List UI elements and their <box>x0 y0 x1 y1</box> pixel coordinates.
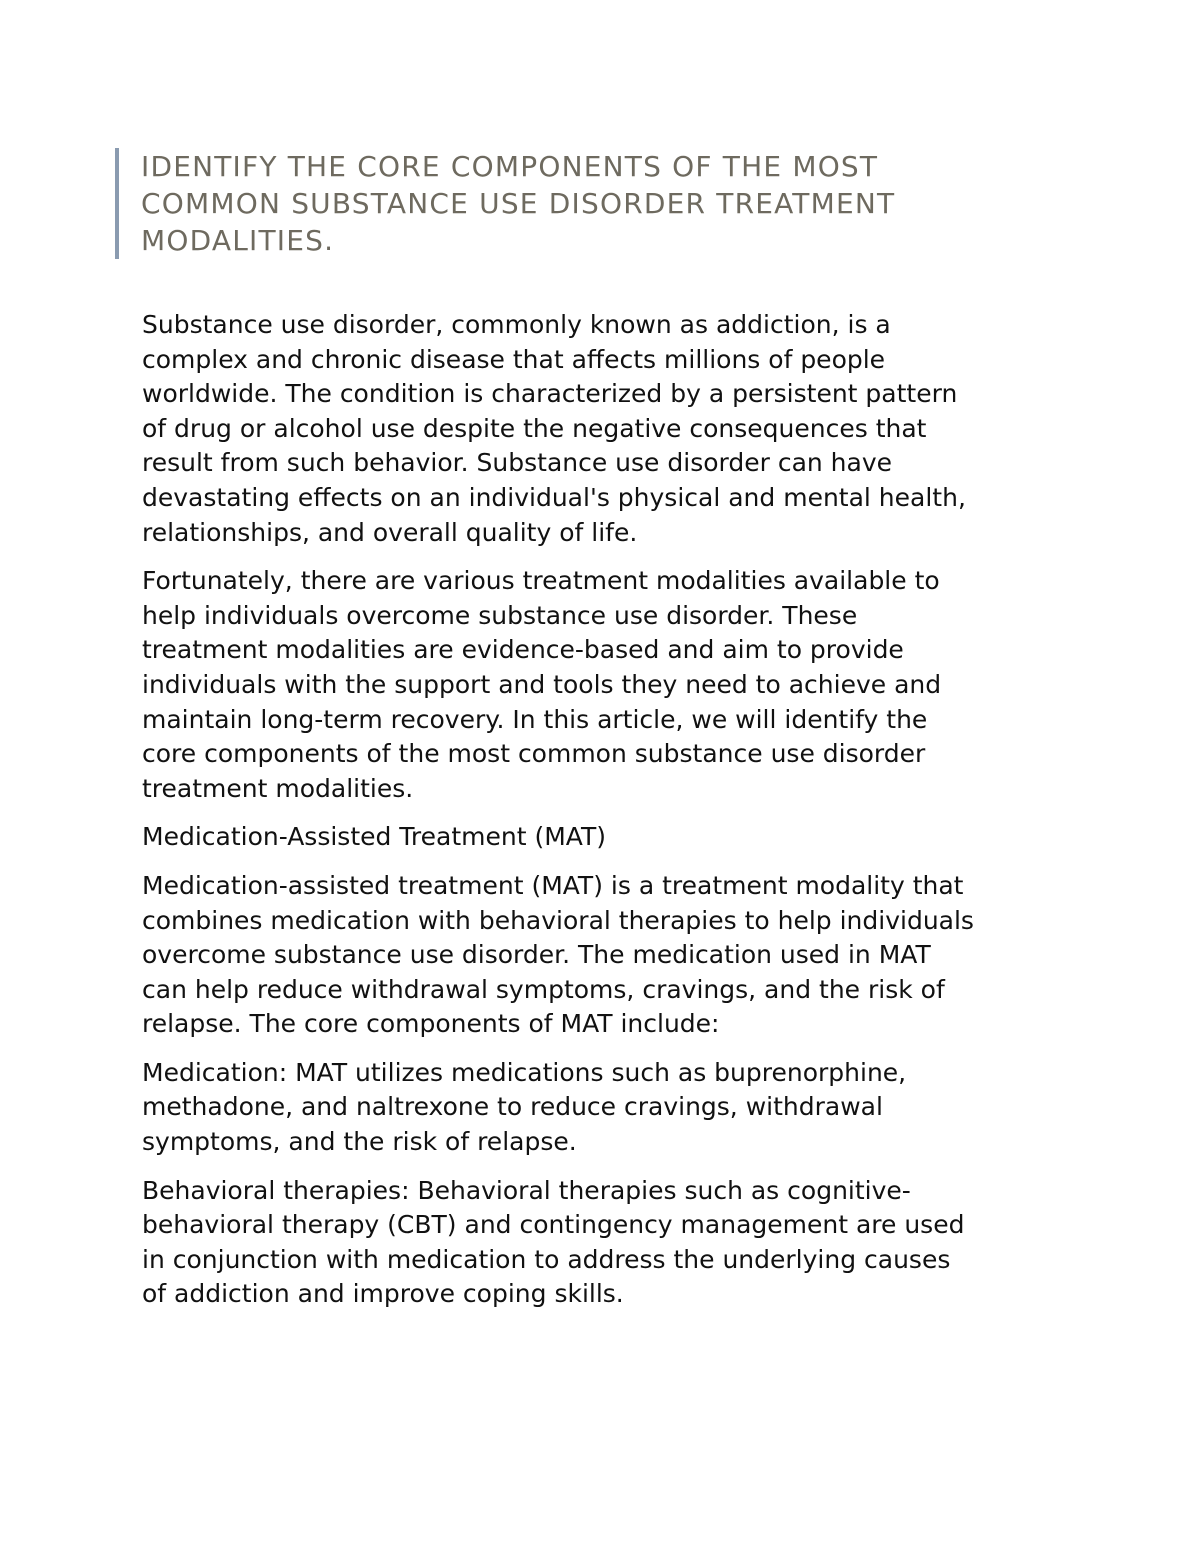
overview-paragraph <box>142 564 1102 806</box>
text-line: help individuals overcome substance use disorder. These <box>142 600 858 630</box>
text-line: treatment modalities are evidence-based and aim to provide <box>142 635 904 665</box>
behavioral-therapies-paragraph <box>142 1174 1102 1312</box>
text-line: individuals with the support and tools they need to achieve and <box>142 669 942 699</box>
text-line: result from such behavior. Substance use disorder can have <box>142 448 893 478</box>
heading-line: COMMON SUBSTANCE USE DISORDER TREATMENT <box>141 187 896 220</box>
document-body <box>142 308 1102 1326</box>
heading-line: IDENTIFY THE CORE COMPONENTS OF THE MOST <box>141 150 879 183</box>
text-line: Behavioral therapies: Behavioral therapies such as cognitive- <box>142 1175 911 1205</box>
text-line: maintain long-term recovery. In this article, we will identify the <box>142 704 928 734</box>
text-line: in conjunction with medication to address the underlying causes <box>142 1244 951 1274</box>
text-line: can help reduce withdrawal symptoms, cravings, and the risk of <box>142 974 945 1004</box>
intro-paragraph <box>142 308 1102 550</box>
text-line: worldwide. The condition is characterized by a persistent pattern <box>142 379 958 409</box>
text-line: Medication-assisted treatment (MAT) is a treatment modality that <box>142 870 964 900</box>
text-line: methadone, and naltrexone to reduce cravings, withdrawal <box>142 1092 883 1122</box>
medication-paragraph <box>142 1056 1102 1160</box>
text-line: relationships, and overall quality of life. <box>142 517 638 547</box>
text-line: symptoms, and the risk of relapse. <box>142 1127 577 1157</box>
mat-paragraph <box>142 869 1102 1042</box>
text-line: devastating effects on an individual's physical and mental health, <box>142 482 966 512</box>
text-line: relapse. The core components of MAT include: <box>142 1009 720 1039</box>
text-line: treatment modalities. <box>142 773 414 803</box>
text-line: overcome substance use disorder. The medication used in MAT <box>142 940 931 970</box>
text-line: core components of the most common substance use disorder <box>142 739 926 769</box>
heading-line: MODALITIES. <box>141 224 335 257</box>
subheading-text: Medication-Assisted Treatment (MAT) <box>142 822 606 852</box>
text-line: of addiction and improve coping skills. <box>142 1279 624 1309</box>
section-subheading <box>142 820 1102 855</box>
text-line: complex and chronic disease that affects millions of people <box>142 344 886 374</box>
text-line: of drug or alcohol use despite the negative consequences that <box>142 413 927 443</box>
text-line: combines medication with behavioral therapies to help individuals <box>142 905 974 935</box>
text-line: behavioral therapy (CBT) and contingency management are used <box>142 1210 965 1240</box>
text-line: Fortunately, there are various treatment modalities available to <box>142 566 940 596</box>
text-line: Medication: MAT utilizes medications such as buprenorphine, <box>142 1057 907 1087</box>
document-heading <box>115 148 1061 259</box>
text-line: Substance use disorder, commonly known as addiction, is a <box>142 310 891 339</box>
